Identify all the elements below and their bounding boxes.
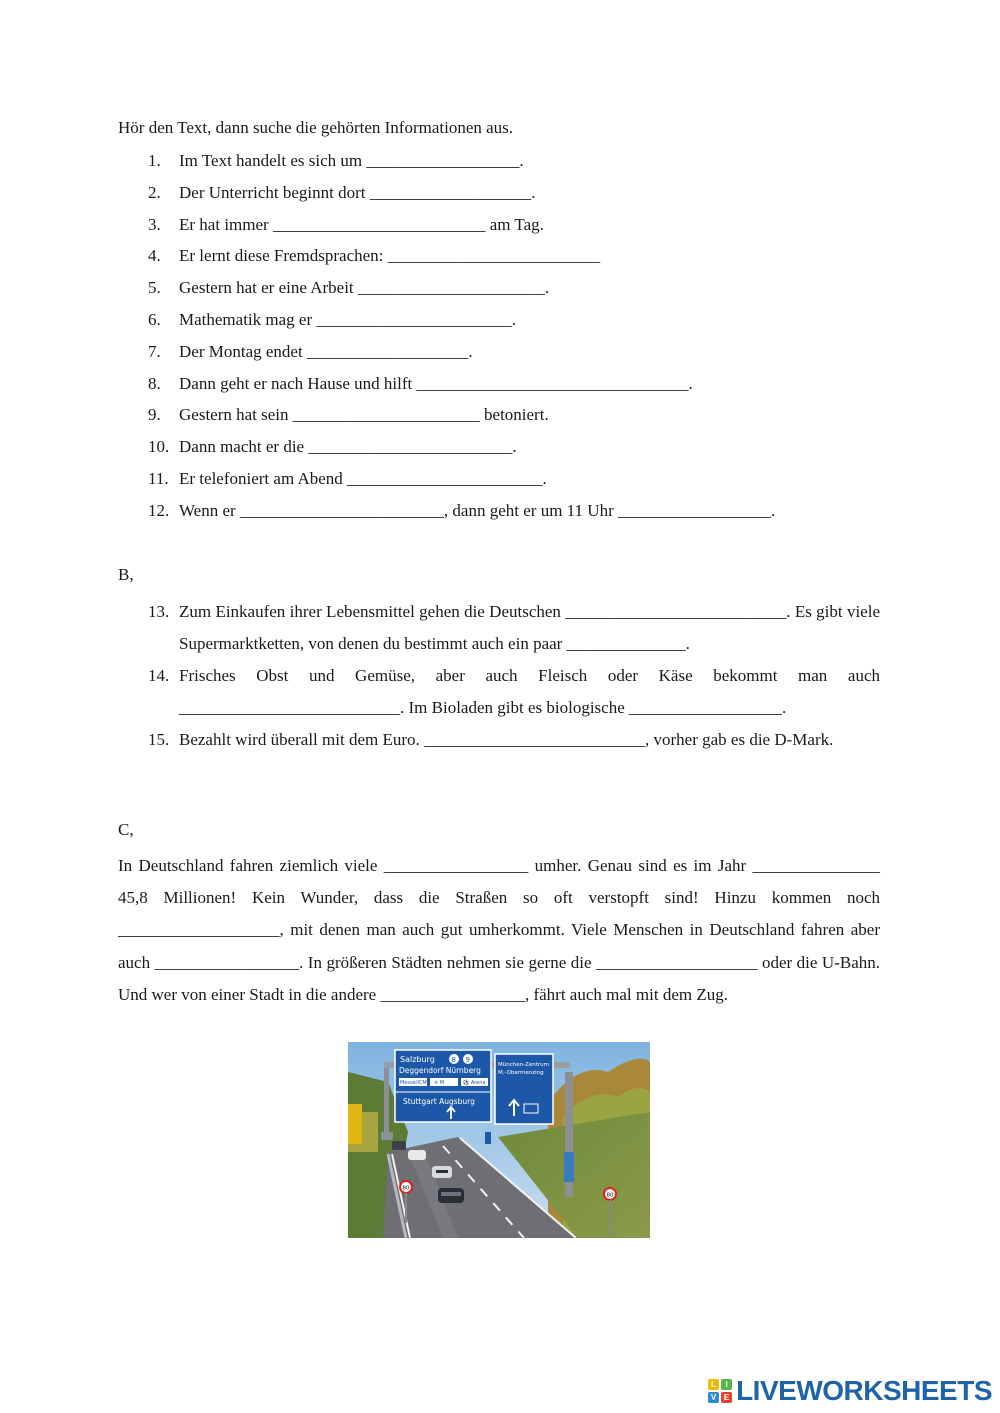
question-text: Bezahlt wird überall mit dem Euro. __________________________, vorher gab es die D-Mark. bbox=[179, 730, 834, 749]
question-item bbox=[148, 309, 888, 341]
question-item bbox=[148, 724, 880, 756]
sign-text: München-Zentrum bbox=[498, 1062, 549, 1068]
section-c-label: C, bbox=[118, 820, 134, 839]
question-number: 15. bbox=[148, 730, 170, 749]
logo-letter: V bbox=[708, 1392, 719, 1403]
section-b-question-list bbox=[148, 596, 880, 756]
sign-badge: 9 bbox=[465, 1056, 470, 1064]
logo-letter: E bbox=[721, 1392, 732, 1403]
section-c-paragraph: In Deutschland fahren ziemlich viele _________________ umher. Genau sind es im Jahr _______________ 45,8 Millionen! Kein Wunder, dass die Straßen so oft verstopft sind! Hinzu kommen noch ___________________, mit denen man auch gut umherkommt. Viele Menschen in Deutschland fahren aber auch _________________. In größeren Städten nehmen sie gerne die ___________________ oder die U-Bahn. Und wer von einer Stadt in die andere _________________, fährt auch mal mit dem Zug. bbox=[118, 856, 880, 1004]
car bbox=[381, 1132, 393, 1140]
brand-name: LIVEWORKSHEETS bbox=[736, 1375, 992, 1406]
question-text: Dann geht er nach Hause und hilft ________________________________. bbox=[179, 373, 693, 393]
question-text: Er telefoniert am Abend _______________________. bbox=[179, 468, 547, 488]
question-number: 11. bbox=[148, 468, 169, 488]
question-number: 5. bbox=[148, 278, 161, 298]
question-item bbox=[148, 341, 888, 373]
sign-badge: 8 bbox=[451, 1056, 456, 1064]
sign-text: M.-Obermenzing bbox=[498, 1070, 544, 1076]
question-item bbox=[148, 660, 880, 724]
sign-chip: ⚽ Arena bbox=[463, 1080, 486, 1086]
highway-illustration bbox=[348, 1042, 650, 1238]
highway-photo bbox=[348, 1042, 650, 1238]
svg-text:80: 80 bbox=[606, 1192, 614, 1199]
question-number: 10. bbox=[148, 437, 170, 457]
liveworksheets-brand bbox=[708, 1375, 992, 1407]
question-text: Er hat immer _________________________ am Tag. bbox=[179, 214, 544, 234]
logo-letter: I bbox=[721, 1379, 732, 1390]
question-text: Der Montag endet ___________________. bbox=[179, 341, 473, 361]
question-number: 9. bbox=[148, 405, 161, 425]
question-item bbox=[148, 214, 888, 246]
question-text: Im Text handelt es sich um __________________. bbox=[179, 151, 524, 170]
sign-text: Stuttgart Augsburg bbox=[403, 1097, 475, 1106]
question-number: 4. bbox=[148, 246, 161, 266]
question-item bbox=[148, 373, 888, 405]
section-a-instruction: Hör den Text, dann suche die gehörten Informationen aus. bbox=[118, 118, 514, 137]
question-item bbox=[148, 404, 888, 436]
question-text: Frisches Obst und Gemüse, aber auch Fleisch oder Käse bekommt man auch __________________________. Im Bioladen gibt es biologische __________________. bbox=[179, 666, 880, 717]
sign-chip: ✈ M bbox=[434, 1080, 445, 1086]
question-number: 14. bbox=[148, 666, 170, 685]
sign-text: Salzburg bbox=[400, 1055, 435, 1064]
sign-text: Deggendorf Nürnberg bbox=[399, 1066, 481, 1075]
question-item bbox=[148, 500, 888, 532]
question-item bbox=[148, 596, 880, 660]
car bbox=[408, 1150, 426, 1160]
question-text: Mathematik mag er _______________________. bbox=[179, 309, 517, 329]
question-item bbox=[148, 150, 888, 182]
question-number: 7. bbox=[148, 341, 161, 361]
question-text: Der Unterricht beginnt dort ___________________. bbox=[179, 182, 536, 202]
question-item bbox=[148, 182, 888, 214]
question-number: 6. bbox=[148, 309, 161, 329]
question-item bbox=[148, 245, 888, 277]
question-number: 13. bbox=[148, 602, 170, 621]
question-number: 1. bbox=[148, 151, 161, 170]
question-text: Dann macht er die ________________________. bbox=[179, 437, 517, 457]
svg-text:80: 80 bbox=[402, 1185, 410, 1192]
truck bbox=[348, 1104, 362, 1144]
question-text: Wenn er ________________________, dann geht er um 11 Uhr __________________. bbox=[179, 500, 776, 520]
sign-chip: Messe/ICM bbox=[400, 1080, 427, 1086]
question-item bbox=[148, 277, 888, 309]
question-text: Er lernt diese Fremdsprachen: _________________________ bbox=[179, 246, 601, 266]
logo-letter: L bbox=[708, 1379, 719, 1390]
question-text: Gestern hat sein ______________________ betoniert. bbox=[179, 405, 549, 425]
question-item bbox=[148, 468, 888, 500]
question-text: Gestern hat er eine Arbeit ______________________. bbox=[179, 278, 550, 298]
car bbox=[392, 1141, 406, 1150]
question-item bbox=[148, 436, 888, 468]
question-number: 3. bbox=[148, 214, 161, 234]
liveworksheets-logo-icon bbox=[708, 1379, 732, 1403]
question-number: 12. bbox=[148, 500, 170, 520]
section-b-label: B, bbox=[118, 565, 134, 584]
question-number: 2. bbox=[148, 182, 161, 202]
section-a-question-list bbox=[148, 150, 888, 532]
question-text: Zum Einkaufen ihrer Lebensmittel gehen die Deutschen __________________________. Es gibt viele Supermarktketten, von denen du bestimmt auch ein paar ______________. bbox=[179, 602, 880, 653]
question-number: 8. bbox=[148, 373, 161, 393]
